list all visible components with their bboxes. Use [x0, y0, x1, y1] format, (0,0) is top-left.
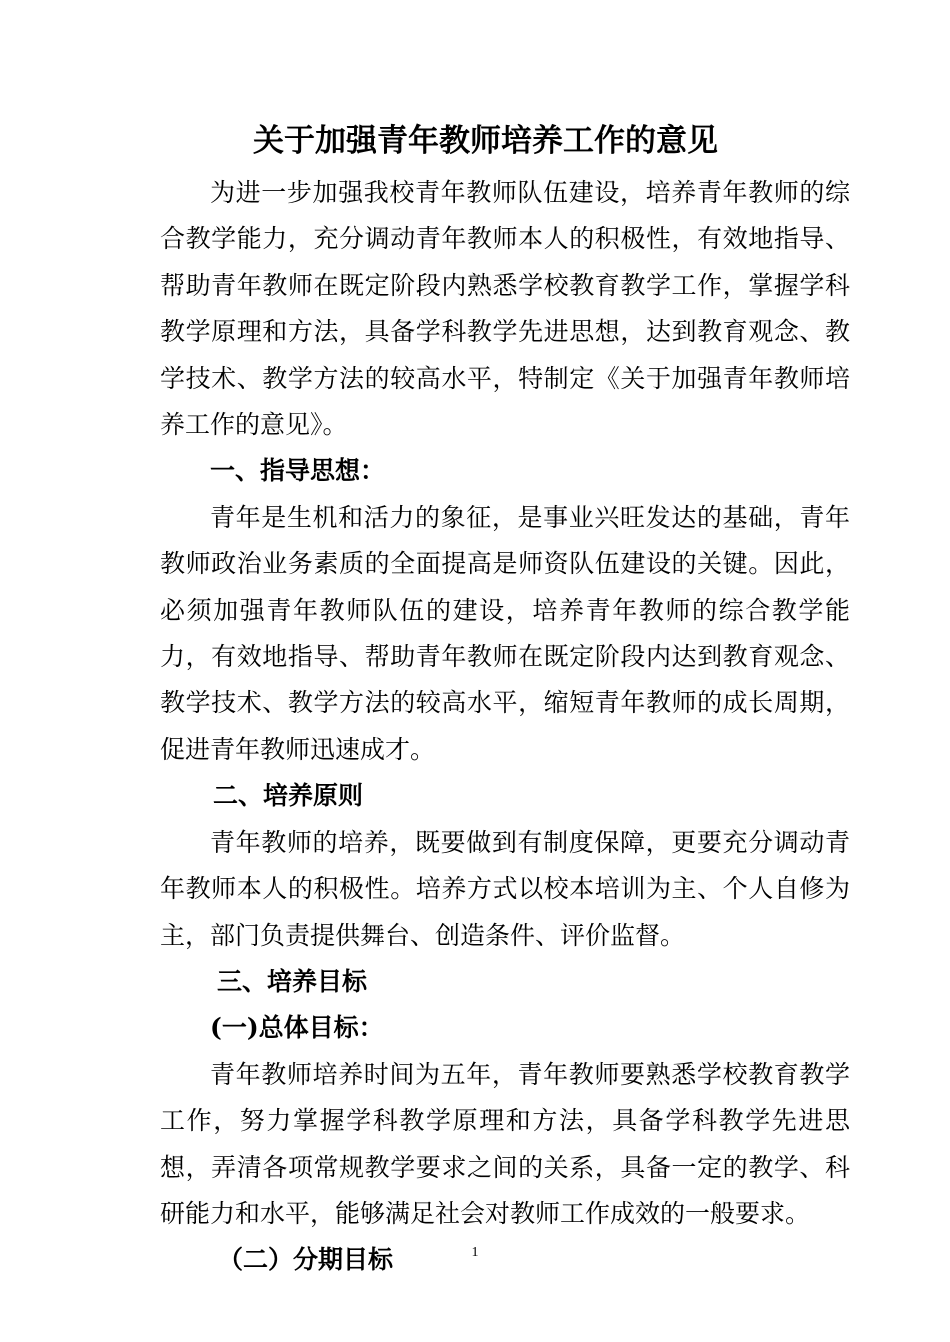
- section-body-guiding-ideology: 青年是生机和活力的象征，是事业兴旺发达的基础，青年教师政治业务素质的全面提高是师资队伍建设的关键。因此，必须加强青年教师队伍的建设，培养青年教师的综合教学能力，有效地指导、帮助青年教师在既定阶段内达到教育观念、教学技术、教学方法的较高水平，缩短青年教师的成长周期，促进青年教师迅速成才。: [160, 502, 850, 764]
- section-heading-training-goals: 三、培养目标: [217, 966, 368, 996]
- section-body-training-principles: 青年教师的培养，既要做到有制度保障，更要充分调动青年教师本人的积极性。培养方式以校本培训为主、个人自修为主，部门负责提供舞台、创造条件、评价监督。: [160, 827, 850, 950]
- subsection-body-overall-goals: 青年教师培养时间为五年，青年教师要熟悉学校教育教学工作，努力掌握学科教学原理和方法，具备学科教学先进思想，弄清各项常规教学要求之间的关系，具备一定的教学、科研能力和水平，能够满足社会对教师工作成效的一般要求。: [160, 1059, 850, 1228]
- subsection-heading-overall-goals: (一)总体目标：: [210, 1013, 384, 1043]
- document-title: 关于加强青年教师培养工作的意见: [253, 123, 718, 159]
- document-body: [160, 112, 850, 1284]
- subsection-heading-phased-goals: （二）分期目标: [218, 1245, 394, 1275]
- section-heading-training-principles: 二、培养原则: [213, 781, 364, 811]
- intro-paragraph: 为进一步加强我校青年教师队伍建设，培养青年教师的综合教学能力，充分调动青年教师本人的积极性，有效地指导、帮助青年教师在既定阶段内熟悉学校教育教学工作，掌握学科教学原理和方法，具备学科教学先进思想，达到教育观念、教学技术、教学方法的较高水平，特制定《关于加强青年教师培养工作的意见》。: [160, 178, 850, 440]
- section-heading-guiding-ideology: 一、指导思想：: [210, 456, 386, 486]
- page-number: 1: [471, 1245, 479, 1260]
